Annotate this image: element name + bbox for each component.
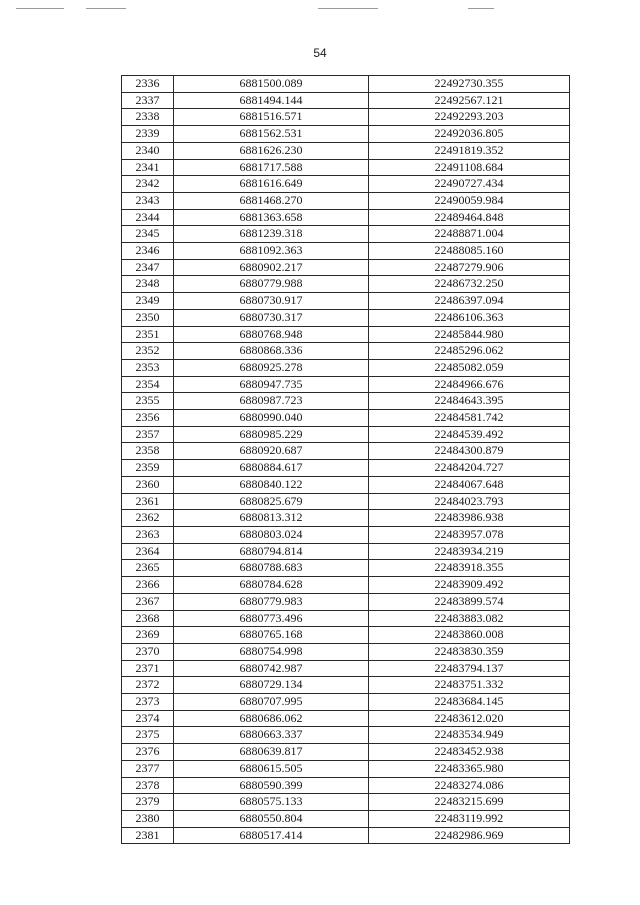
point-id-cell: 2375 bbox=[122, 727, 174, 744]
x-coordinate-cell: 6880920.687 bbox=[174, 443, 369, 460]
x-coordinate-cell: 6880803.024 bbox=[174, 526, 369, 543]
table-row bbox=[122, 827, 570, 844]
y-coordinate-cell: 22486397.094 bbox=[369, 293, 570, 310]
y-coordinate-cell: 22483860.008 bbox=[369, 627, 570, 644]
point-id-cell: 2366 bbox=[122, 577, 174, 594]
scan-artifact-line bbox=[318, 8, 378, 9]
x-coordinate-cell: 6880990.040 bbox=[174, 410, 369, 427]
point-id-cell: 2371 bbox=[122, 660, 174, 677]
table-row bbox=[122, 677, 570, 694]
x-coordinate-cell: 6880707.995 bbox=[174, 694, 369, 711]
x-coordinate-cell: 6880779.983 bbox=[174, 593, 369, 610]
point-id-cell: 2368 bbox=[122, 610, 174, 627]
y-coordinate-cell: 22492730.355 bbox=[369, 76, 570, 93]
point-id-cell: 2376 bbox=[122, 744, 174, 761]
x-coordinate-cell: 6881562.531 bbox=[174, 126, 369, 143]
point-id-cell: 2373 bbox=[122, 694, 174, 711]
y-coordinate-cell: 22482986.969 bbox=[369, 827, 570, 844]
y-coordinate-cell: 22483452.938 bbox=[369, 744, 570, 761]
table-row bbox=[122, 276, 570, 293]
x-coordinate-cell: 6881626.230 bbox=[174, 142, 369, 159]
x-coordinate-cell: 6880550.804 bbox=[174, 810, 369, 827]
y-coordinate-cell: 22484300.879 bbox=[369, 443, 570, 460]
point-id-cell: 2358 bbox=[122, 443, 174, 460]
point-id-cell: 2360 bbox=[122, 476, 174, 493]
table-row bbox=[122, 343, 570, 360]
x-coordinate-cell: 6880902.217 bbox=[174, 259, 369, 276]
table-row bbox=[122, 593, 570, 610]
x-coordinate-cell: 6880663.337 bbox=[174, 727, 369, 744]
point-id-cell: 2350 bbox=[122, 309, 174, 326]
point-id-cell: 2336 bbox=[122, 76, 174, 93]
point-id-cell: 2349 bbox=[122, 293, 174, 310]
y-coordinate-cell: 22484023.793 bbox=[369, 493, 570, 510]
point-id-cell: 2364 bbox=[122, 543, 174, 560]
table-row bbox=[122, 510, 570, 527]
y-coordinate-cell: 22486106.363 bbox=[369, 309, 570, 326]
table-row bbox=[122, 293, 570, 310]
x-coordinate-cell: 6880768.948 bbox=[174, 326, 369, 343]
table-row bbox=[122, 109, 570, 126]
y-coordinate-cell: 22483684.145 bbox=[369, 694, 570, 711]
table-row bbox=[122, 710, 570, 727]
x-coordinate-cell: 6880788.683 bbox=[174, 560, 369, 577]
x-coordinate-cell: 6880985.229 bbox=[174, 426, 369, 443]
point-id-cell: 2379 bbox=[122, 794, 174, 811]
point-id-cell: 2361 bbox=[122, 493, 174, 510]
x-coordinate-cell: 6881239.318 bbox=[174, 226, 369, 243]
y-coordinate-cell: 22483918.355 bbox=[369, 560, 570, 577]
point-id-cell: 2363 bbox=[122, 526, 174, 543]
x-coordinate-cell: 6880884.617 bbox=[174, 460, 369, 477]
point-id-cell: 2362 bbox=[122, 510, 174, 527]
scan-artifact-line bbox=[16, 8, 64, 9]
table-row bbox=[122, 526, 570, 543]
x-coordinate-cell: 6880813.312 bbox=[174, 510, 369, 527]
y-coordinate-cell: 22483751.332 bbox=[369, 677, 570, 694]
y-coordinate-cell: 22483215.699 bbox=[369, 794, 570, 811]
table-row bbox=[122, 643, 570, 660]
x-coordinate-cell: 6881363.658 bbox=[174, 209, 369, 226]
y-coordinate-cell: 22483830.359 bbox=[369, 643, 570, 660]
y-coordinate-cell: 22483794.137 bbox=[369, 660, 570, 677]
x-coordinate-cell: 6880925.278 bbox=[174, 359, 369, 376]
x-coordinate-cell: 6880825.679 bbox=[174, 493, 369, 510]
point-id-cell: 2381 bbox=[122, 827, 174, 844]
table-row bbox=[122, 226, 570, 243]
table-row bbox=[122, 727, 570, 744]
y-coordinate-cell: 22492293.203 bbox=[369, 109, 570, 126]
point-id-cell: 2377 bbox=[122, 760, 174, 777]
table-row bbox=[122, 610, 570, 627]
table-row bbox=[122, 159, 570, 176]
y-coordinate-cell: 22486732.250 bbox=[369, 276, 570, 293]
x-coordinate-cell: 6880590.399 bbox=[174, 777, 369, 794]
point-id-cell: 2343 bbox=[122, 192, 174, 209]
y-coordinate-cell: 22489464.848 bbox=[369, 209, 570, 226]
point-id-cell: 2341 bbox=[122, 159, 174, 176]
y-coordinate-cell: 22484067.648 bbox=[369, 476, 570, 493]
y-coordinate-cell: 22485082.059 bbox=[369, 359, 570, 376]
x-coordinate-cell: 6881494.144 bbox=[174, 92, 369, 109]
y-coordinate-cell: 22488871.004 bbox=[369, 226, 570, 243]
x-coordinate-cell: 6880730.317 bbox=[174, 309, 369, 326]
y-coordinate-cell: 22492036.805 bbox=[369, 126, 570, 143]
point-id-cell: 2351 bbox=[122, 326, 174, 343]
x-coordinate-cell: 6880868.336 bbox=[174, 343, 369, 360]
point-id-cell: 2374 bbox=[122, 710, 174, 727]
table-row bbox=[122, 410, 570, 427]
x-coordinate-cell: 6880947.735 bbox=[174, 376, 369, 393]
y-coordinate-cell: 22483612.020 bbox=[369, 710, 570, 727]
x-coordinate-cell: 6880742.987 bbox=[174, 660, 369, 677]
x-coordinate-cell: 6880517.414 bbox=[174, 827, 369, 844]
table-row bbox=[122, 777, 570, 794]
point-id-cell: 2345 bbox=[122, 226, 174, 243]
x-coordinate-cell: 6880686.062 bbox=[174, 710, 369, 727]
y-coordinate-cell: 22484643.395 bbox=[369, 393, 570, 410]
x-coordinate-cell: 6880779.988 bbox=[174, 276, 369, 293]
point-id-cell: 2344 bbox=[122, 209, 174, 226]
x-coordinate-cell: 6880754.998 bbox=[174, 643, 369, 660]
table-row bbox=[122, 694, 570, 711]
x-coordinate-cell: 6881717.588 bbox=[174, 159, 369, 176]
table-row bbox=[122, 460, 570, 477]
scan-artifact-line bbox=[468, 8, 494, 9]
point-id-cell: 2342 bbox=[122, 176, 174, 193]
x-coordinate-cell: 6881616.649 bbox=[174, 176, 369, 193]
point-id-cell: 2359 bbox=[122, 460, 174, 477]
y-coordinate-cell: 22491819.352 bbox=[369, 142, 570, 159]
table-row bbox=[122, 192, 570, 209]
x-coordinate-cell: 6880784.628 bbox=[174, 577, 369, 594]
x-coordinate-cell: 6880765.168 bbox=[174, 627, 369, 644]
x-coordinate-cell: 6880615.505 bbox=[174, 760, 369, 777]
table-row bbox=[122, 243, 570, 260]
y-coordinate-cell: 22483534.949 bbox=[369, 727, 570, 744]
y-coordinate-cell: 22485844.980 bbox=[369, 326, 570, 343]
y-coordinate-cell: 22492567.121 bbox=[369, 92, 570, 109]
point-id-cell: 2357 bbox=[122, 426, 174, 443]
table-row bbox=[122, 309, 570, 326]
x-coordinate-cell: 6880639.817 bbox=[174, 744, 369, 761]
x-coordinate-cell: 6881516.571 bbox=[174, 109, 369, 126]
point-id-cell: 2338 bbox=[122, 109, 174, 126]
x-coordinate-cell: 6880773.496 bbox=[174, 610, 369, 627]
point-id-cell: 2353 bbox=[122, 359, 174, 376]
point-id-cell: 2346 bbox=[122, 243, 174, 260]
x-coordinate-cell: 6881500.089 bbox=[174, 76, 369, 93]
point-id-cell: 2356 bbox=[122, 410, 174, 427]
x-coordinate-cell: 6880729.134 bbox=[174, 677, 369, 694]
table-row bbox=[122, 176, 570, 193]
table-row bbox=[122, 142, 570, 159]
x-coordinate-cell: 6880840.122 bbox=[174, 476, 369, 493]
x-coordinate-cell: 6881092.363 bbox=[174, 243, 369, 260]
y-coordinate-cell: 22483986.938 bbox=[369, 510, 570, 527]
y-coordinate-cell: 22490727.434 bbox=[369, 176, 570, 193]
point-id-cell: 2369 bbox=[122, 627, 174, 644]
x-coordinate-cell: 6880987.723 bbox=[174, 393, 369, 410]
y-coordinate-cell: 22483365.980 bbox=[369, 760, 570, 777]
y-coordinate-cell: 22484539.492 bbox=[369, 426, 570, 443]
page-number: 54 bbox=[313, 46, 327, 60]
point-id-cell: 2370 bbox=[122, 643, 174, 660]
table-row bbox=[122, 810, 570, 827]
table-row bbox=[122, 376, 570, 393]
y-coordinate-cell: 22483957.078 bbox=[369, 526, 570, 543]
y-coordinate-cell: 22485296.062 bbox=[369, 343, 570, 360]
point-id-cell: 2340 bbox=[122, 142, 174, 159]
table-row bbox=[122, 476, 570, 493]
table-row bbox=[122, 794, 570, 811]
point-id-cell: 2365 bbox=[122, 560, 174, 577]
point-id-cell: 2378 bbox=[122, 777, 174, 794]
y-coordinate-cell: 22483934.219 bbox=[369, 543, 570, 560]
y-coordinate-cell: 22490059.984 bbox=[369, 192, 570, 209]
table-row bbox=[122, 543, 570, 560]
x-coordinate-cell: 6881468.270 bbox=[174, 192, 369, 209]
y-coordinate-cell: 22483899.574 bbox=[369, 593, 570, 610]
y-coordinate-cell: 22484204.727 bbox=[369, 460, 570, 477]
coordinate-table-body bbox=[122, 76, 570, 844]
y-coordinate-cell: 22484966.676 bbox=[369, 376, 570, 393]
x-coordinate-cell: 6880730.917 bbox=[174, 293, 369, 310]
point-id-cell: 2352 bbox=[122, 343, 174, 360]
table-row bbox=[122, 326, 570, 343]
table-row bbox=[122, 627, 570, 644]
table-row bbox=[122, 493, 570, 510]
y-coordinate-cell: 22491108.684 bbox=[369, 159, 570, 176]
y-coordinate-cell: 22487279.906 bbox=[369, 259, 570, 276]
y-coordinate-cell: 22483119.992 bbox=[369, 810, 570, 827]
table-row bbox=[122, 760, 570, 777]
point-id-cell: 2355 bbox=[122, 393, 174, 410]
point-id-cell: 2354 bbox=[122, 376, 174, 393]
y-coordinate-cell: 22483883.082 bbox=[369, 610, 570, 627]
y-coordinate-cell: 22483274.086 bbox=[369, 777, 570, 794]
point-id-cell: 2339 bbox=[122, 126, 174, 143]
coordinate-table bbox=[121, 75, 570, 844]
table-row bbox=[122, 209, 570, 226]
table-row bbox=[122, 259, 570, 276]
x-coordinate-cell: 6880575.133 bbox=[174, 794, 369, 811]
table-row bbox=[122, 426, 570, 443]
table-row bbox=[122, 660, 570, 677]
point-id-cell: 2380 bbox=[122, 810, 174, 827]
point-id-cell: 2337 bbox=[122, 92, 174, 109]
table-row bbox=[122, 76, 570, 93]
table-row bbox=[122, 577, 570, 594]
table-row bbox=[122, 744, 570, 761]
point-id-cell: 2348 bbox=[122, 276, 174, 293]
table-row bbox=[122, 560, 570, 577]
table-row bbox=[122, 359, 570, 376]
table-row bbox=[122, 126, 570, 143]
point-id-cell: 2367 bbox=[122, 593, 174, 610]
point-id-cell: 2372 bbox=[122, 677, 174, 694]
y-coordinate-cell: 22483909.492 bbox=[369, 577, 570, 594]
table-row bbox=[122, 92, 570, 109]
x-coordinate-cell: 6880794.814 bbox=[174, 543, 369, 560]
point-id-cell: 2347 bbox=[122, 259, 174, 276]
table-row bbox=[122, 443, 570, 460]
y-coordinate-cell: 22488085.160 bbox=[369, 243, 570, 260]
scan-artifact-line bbox=[86, 8, 126, 9]
y-coordinate-cell: 22484581.742 bbox=[369, 410, 570, 427]
table-row bbox=[122, 393, 570, 410]
